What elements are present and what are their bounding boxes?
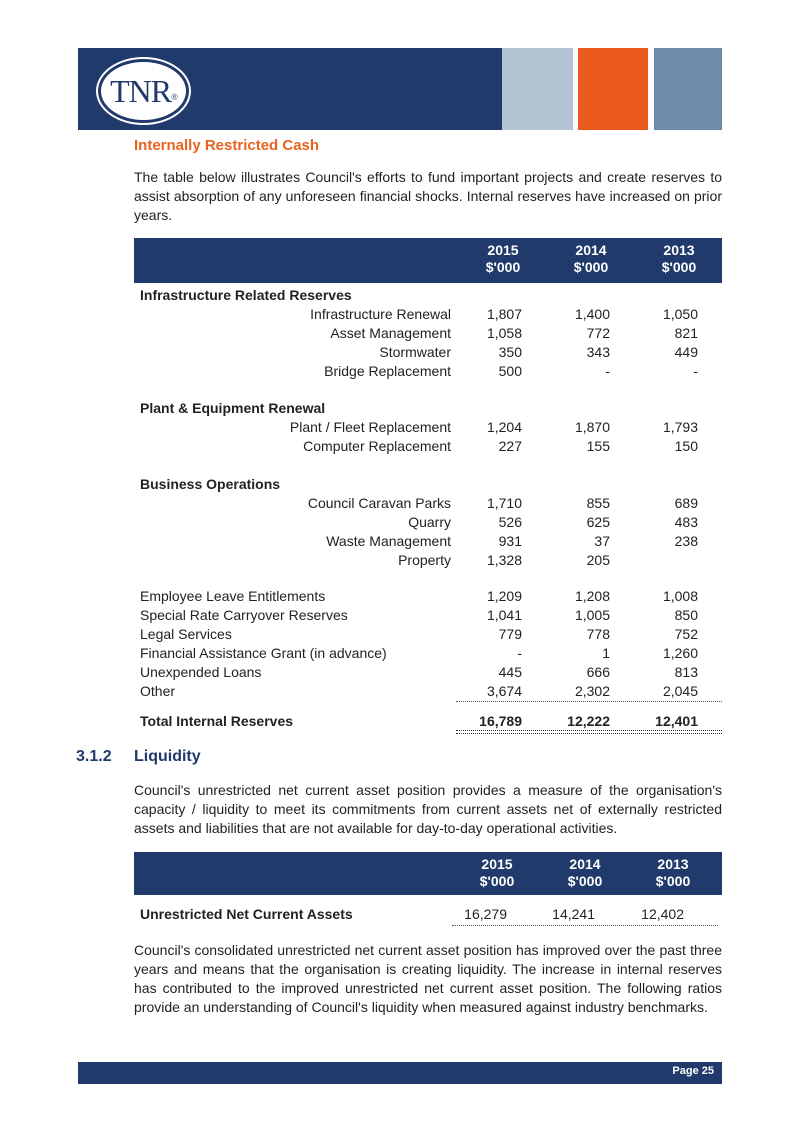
unrestricted-assets-label: Unrestricted Net Current Assets [140, 906, 353, 922]
col-2014: 2014 $'000 [567, 856, 603, 889]
value-2013: 689 [674, 495, 698, 511]
header-banner [78, 48, 722, 130]
section-infrastructure: Infrastructure Related Reserves [140, 287, 352, 303]
value-2014: 37 [594, 533, 610, 549]
value-2015: 1,710 [486, 495, 522, 511]
col-2015: 2015 $'000 [479, 856, 515, 889]
row-label: Infrastructure Renewal [310, 306, 451, 322]
total-2015: 16,789 [479, 713, 522, 729]
value-2013: 1,260 [662, 645, 698, 661]
value-2015: 1,041 [486, 607, 522, 623]
value-2015: 350 [498, 344, 522, 360]
value-2013: 483 [674, 514, 698, 530]
restricted-cash-intro: The table below illustrates Council's efforts to fund important projects and create reserves to assist absorption of any unforeseen financial shocks. Internal reserves have increased on prior years. [134, 169, 722, 223]
row-label: Asset Management [330, 325, 451, 341]
col-2015: 2015 $'000 [485, 242, 521, 275]
page-number: Page 25 [672, 1065, 714, 1077]
value-2014: 205 [586, 552, 610, 568]
row-label: Waste Management [326, 533, 451, 549]
banner-block-steel-blue [654, 48, 722, 130]
row-label: Council Caravan Parks [307, 495, 451, 511]
value-2013: 1,008 [662, 588, 698, 604]
col-2013: 2013 $'000 [655, 856, 691, 889]
value-2013: 1,050 [662, 306, 698, 322]
value-2015: 931 [498, 533, 522, 549]
row-label: Special Rate Carryover Reserves [140, 607, 348, 623]
value-2013: 449 [674, 344, 698, 360]
value-2013: - [693, 363, 698, 379]
total-2014: 12,222 [567, 713, 610, 729]
value-2013: 821 [674, 325, 698, 341]
value-2015: 779 [498, 626, 522, 642]
total-reserves-label: Total Internal Reserves [140, 713, 294, 729]
section-business-operations: Business Operations [140, 476, 281, 492]
subtotal-rule [456, 701, 722, 702]
row-label: Legal Services [140, 626, 232, 642]
tnr-logo [98, 59, 189, 123]
row-label: Plant / Fleet Replacement [289, 419, 451, 435]
restricted-cash-heading: Internally Restricted Cash [134, 137, 320, 154]
value-2013: 850 [674, 607, 698, 623]
value-2015: 16,279 [464, 906, 507, 922]
value-2014: 2,302 [574, 683, 610, 699]
value-2015: 1,328 [486, 552, 522, 568]
value-2015: - [517, 645, 522, 661]
col-2014: 2014 $'000 [573, 242, 609, 275]
total-double-rule [456, 730, 722, 734]
value-2014: 666 [586, 664, 610, 680]
row-label: Property [398, 552, 451, 568]
value-2014: 1 [602, 645, 610, 661]
value-2015: 3,674 [486, 683, 522, 699]
row-label: Employee Leave Entitlements [140, 588, 326, 604]
row-label: Financial Assistance Grant (in advance) [140, 645, 387, 661]
value-2014: 1,208 [574, 588, 610, 604]
value-2015: 1,209 [486, 588, 522, 604]
logo-text: TNR [110, 72, 172, 109]
value-2014: - [605, 363, 610, 379]
value-2015: 1,058 [486, 325, 522, 341]
value-2014: 778 [586, 626, 610, 642]
liquidity-outro: Council's consolidated unrestricted net current asset position has improved over the past three years and means that the organisation is creating liquidity. The increase in internal reserves has contributed to the improved unrestricted net current asset position. The following ratios provide an understanding of Council's liquidity when measured against industry benchmarks. [134, 942, 722, 1015]
row-label: Unexpended Loans [140, 664, 262, 680]
row-label: Computer Replacement [303, 438, 451, 454]
banner-block-light-blue [502, 48, 573, 130]
row-label: Stormwater [379, 344, 451, 360]
liquidity-rule [452, 925, 718, 926]
value-2013: 2,045 [662, 683, 698, 699]
value-2014: 855 [586, 495, 610, 511]
value-2014: 155 [586, 438, 610, 454]
registered-mark: ® [171, 92, 177, 102]
row-label: Quarry [408, 514, 451, 530]
value-2013: 150 [674, 438, 698, 454]
value-2014: 1,400 [574, 306, 610, 322]
value-2014: 1,005 [574, 607, 610, 623]
liquidity-table-header [134, 852, 722, 895]
row-label: Bridge Replacement [324, 363, 451, 379]
value-2015: 526 [498, 514, 522, 530]
value-2013: 12,402 [641, 906, 684, 922]
value-2015: 500 [498, 363, 522, 379]
section-number: 3.1.2 [76, 748, 112, 765]
value-2014: 1,870 [574, 419, 610, 435]
value-2013: 1,793 [662, 419, 698, 435]
page-footer-bar [78, 1062, 722, 1084]
reserves-table-header [134, 238, 722, 283]
value-2015: 1,204 [486, 419, 522, 435]
value-2013: 238 [674, 533, 698, 549]
value-2014: 14,241 [552, 906, 595, 922]
value-2015: 445 [498, 664, 522, 680]
total-2013: 12,401 [655, 713, 698, 729]
row-label: Other [140, 683, 176, 699]
value-2015: 227 [498, 438, 522, 454]
banner-block-orange [578, 48, 648, 130]
value-2014: 625 [586, 514, 610, 530]
col-2013: 2013 $'000 [661, 242, 697, 275]
value-2013: 813 [674, 664, 698, 680]
liquidity-heading: Liquidity [134, 748, 201, 765]
value-2014: 343 [586, 344, 610, 360]
value-2014: 772 [586, 325, 610, 341]
liquidity-intro: Council's unrestricted net current asset position provides a measure of the organisation's capacity / liquidity to meet its commitments from current assets net of externally restricted assets and liabilities that are not available for day-to-day operational activities. [134, 782, 722, 836]
value-2015: 1,807 [486, 306, 522, 322]
value-2013: 752 [674, 626, 698, 642]
section-plant-equipment: Plant & Equipment Renewal [140, 400, 326, 416]
